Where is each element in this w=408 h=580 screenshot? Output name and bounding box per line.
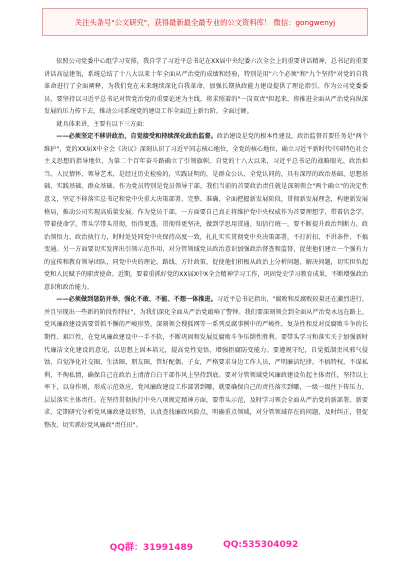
document-body (44, 56, 368, 432)
promo-banner-text: 关注头条号"公文研究"，获得最新最全最专业的公文资料库！ 微信：gongwenyj (74, 17, 336, 27)
section-text-anticorruption: 习近平总书记指出，"腐败和反腐败较量还在激烈进行，并且呈现出一些新的阶段性特征"，为我们深化全面从严治党敲响了警钟。我们要深刻领会到全面从严治党永远在路上，党风廉政建设需要常抓不懈的严峻形势，深刻领会搜狐网等一系列反腐事例中的严峻性、复杂性和反对反腐败斗争的长期性、艰巨性，在党风廉政建设中一手不软，不断巩固和发展反腐败斗争压倒性胜利。要带头学习和落实关于加强新时代廉洁文化建设的意见，以思想上固本培元，提高党性觉悟，增强拒腐防变能力。要遵规守纪，自觉抵制歪风邪气侵蚀，自觉净化社交圈、生活圈、朋友圈，管好配偶、子女，严格要求身边工作人员，严明廉洁纪律，不搞特权，不谋私利，不徇私情，确保自己在政治上清清白白干部作风上坚持到底。要对分管领域党风廉政建设负起主体责任，坚持以上率下，以身作则，形成示范效应，党风廉政建设工作部署到哪，就要确保自己的责任落实到哪，一级一级往下传压力，层层落实主体责任。在坚持贯彻执行中央八项规定精神方面，要带头示范，及时学习领会全面从严治党的新部署、新要求，定期研究分析党风廉政建设形势，认真查找廉政风险点，明确重点领域，对分管领域存在的问题，及时纠正，督促整改，切实抓好党风廉政"责任田"。 (44, 296, 368, 429)
footer-qq-number: QQ:535304092 (223, 540, 299, 550)
paragraph-anticorruption (44, 294, 368, 432)
promo-banner (42, 8, 368, 36)
section-text-politics: 政治建设是党的根本性建设，政治监督首要任务是"两个维护"，党的XX届X中全会《决议》深刻认识了习近平同志核心地位，全党的核心地位，确立习近平新时代中国特色社会主义思想的指导地位，为第二个百年奋斗路确立了引领旗帜。自党的十八大以来，习近平总书记的战略眼光、政治担当、人民情怀、领导艺术，是经过历史检验的，实践证明的，是群众公认、全党认同的，具有深厚的政治基础、思想基础、实践基础、群众基础。作为党员特别是党员领导干部，我们当前的首要政治责任就是深刻领会"两个确立"的决定性意义，坚定不移落实总书记和党中央重大决策部署，完整、准确、全面把握新发展阶段，贯彻新发展理念，构建新发展格局，推动公司实现高质量发展。作为党员干部，一方面要自己真正将维护党中央权威作为首要理想学、带着信念学，带着使命学，带头学带头贯彻，悟得更透，贯彻得更坚决，做到学思用贯通、知信行统一，要不断提升政治判断力、政治领悟力、政治执行力，时时处处同党中央保持高度一致，扎扎实实贯彻党中央决策部署，不打折扣、不讲条件、不搞变通。另一方面要切实发挥出引领示范作用，对分管领域党员政治意识加强政治督查和监督，促使他们建立一个强有力的宣传和教育领导团队，同党中央的理论、路线、方针政策，促使他们积极从政治上分析问题、解决问题，切实担负起党和人民赋予的职责使命。近期，要着重抓好党的XX届X中X全会精神学习工作，巩固党史学习教育成果，不断增强政治意识和政治能力。 (44, 133, 368, 291)
footer-qq-group: QQ群：31991489 (109, 543, 194, 553)
paragraph-politics (44, 131, 368, 294)
paragraph-intro: 依照公司党委中心组学习安排，我自学了习近平总书记在XX届中央纪委六次全会上的重要讲话精神，总书记的重要讲话高屋建瓴，系统总结了十八大以来十年全面从严治党的成绩和经验，特别是用"六个必须"和"九个坚持"对党的自我革命进行了全面阐释，为我们党在未来继续深化自我革命，加强长期执政能力建设提供了理论指引。作为公司党委委员，要坚持以习近平总书记对管党治党的重要论述为主线，将求照着的"一岗双责"担起来，将推进全面从严治党向纵深发展的压力传下去，推动公司系统党的建设工作全面迈上新台阶，全面过硬。 (44, 58, 368, 116)
paragraph-summary: 就具体来讲，主要有以下三方面： (56, 120, 149, 128)
footer-contact (0, 540, 408, 556)
section-heading-politics: ——必须坚定不移讲政治，自觉接受和持续深化政治监督。 (56, 133, 217, 141)
section-heading-anticorruption: ——必须做到惩防并举，强化不敢、不能、不想一体推进。 (56, 296, 217, 304)
